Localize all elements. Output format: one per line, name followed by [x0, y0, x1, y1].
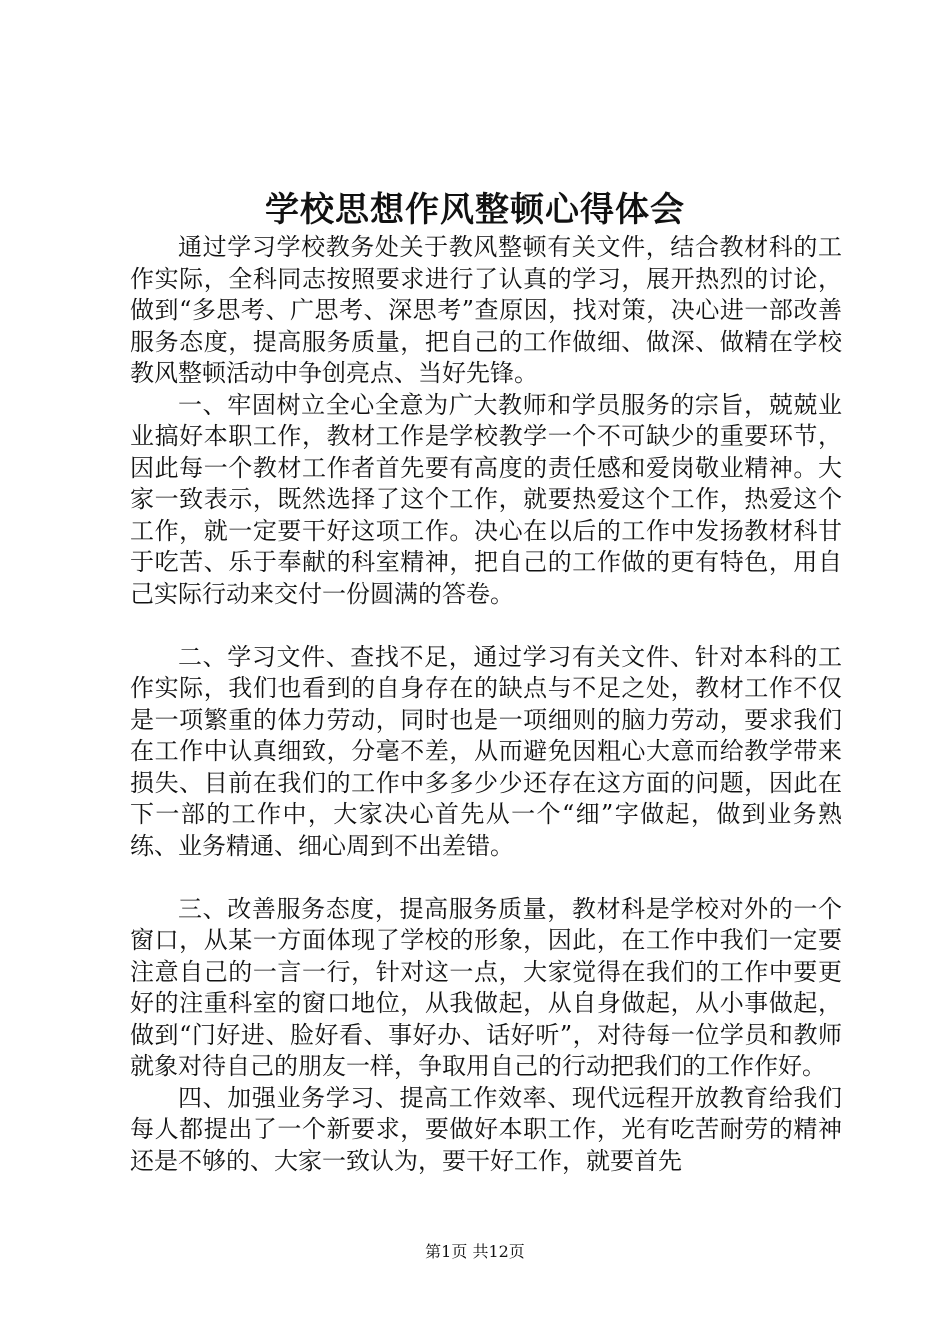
paragraph-section-2: 二、学习文件、查找不足，通过学习有关文件、针对本科的工作实际，我们也看到的自身存在的缺点与不足之处，教材工作不仅是一项繁重的体力劳动，同时也是一项细则的脑力劳动，要求我们在工作中认真细致，分毫不差，从而避免因粗心大意而给教学带来损失、目前在我们的工作中多多少少还存在这方面的问题，因此在下一部的工作中，大家决心首先从一个“细”字做起，做到业务熟练、业务精通、细心周到不出差错。	[130, 642, 842, 860]
paragraph-intro: 通过学习学校教务处关于教风整顿有关文件，结合教材科的工作实际，全科同志按照要求进行了认真的学习，展开热烈的讨论，做到“多思考、广思考、深思考”查原因，找对策，决心进一部改善服务态度，提高服务质量，把自己的工作做细、做深、做精在学校教风整顿活动中争创亮点、当好先锋。	[130, 233, 842, 387]
document-title: 学校思想作风整顿心得体会	[265, 190, 685, 230]
document-body	[130, 232, 842, 1177]
page-footer: 第1页 共12页	[425, 1242, 525, 1261]
paragraph-section-3: 三、改善服务态度，提高服务质量，教材科是学校对外的一个窗口，从某一方面体现了学校的形象，因此，在工作中我们一定要注意自己的一言一行，针对这一点，大家觉得在我们的工作中要更好的注重科室的窗口地位，从我做起，从自身做起，从小事做起，做到“门好进、脸好看、事好办、话好听”，对待每一位学员和教师就象对待自己的朋友一样，争取用自己的行动把我们的工作作好。	[130, 894, 842, 1080]
paragraph-section-4: 四、加强业务学习、提高工作效率、现代远程开放教育给我们每人都提出了一个新要求，要做好本职工作，光有吃苦耐劳的精神还是不够的、大家一致认为，要干好工作，就要首先	[130, 1083, 842, 1175]
paragraph-section-1: 一、牢固树立全心全意为广大教师和学员服务的宗旨，兢兢业业搞好本职工作，教材工作是学校教学一个不可缺少的重要环节，因此每一个教材工作者首先要有高度的责任感和爱岗敬业精神。大家一致表示，既然选择了这个工作，就要热爱这个工作，热爱这个工作，就一定要干好这项工作。决心在以后的工作中发扬教材科甘于吃苦、乐于奉献的科室精神，把自己的工作做的更有特色，用自己实际行动来交付一份圆满的答卷。	[130, 390, 842, 608]
